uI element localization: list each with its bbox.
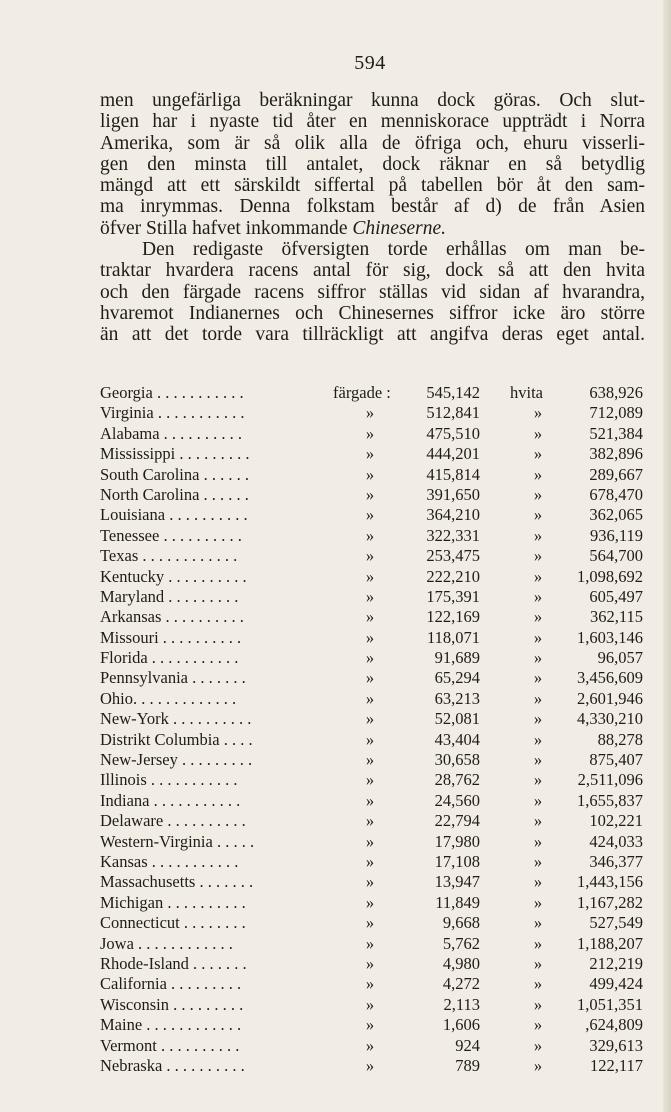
white-population: 1,443,156 [577,872,643,892]
state-name: Arkansas . . . . . . . . . . [100,607,244,627]
colored-population: 5,762 [442,933,480,953]
prose-line: traktar hvardera racens antal för sig, dock så att den hvita [100,260,645,282]
table-row [100,383,645,403]
white-population: 605,497 [589,586,643,606]
state-name: Illinois . . . . . . . . . . . [100,770,238,790]
table-row [100,648,645,668]
ditto-mark: » [365,750,375,770]
prose-line [100,218,645,239]
colored-label: färgade : [333,383,391,402]
prose-line: hvaremot Indianernes och Chinesernes siffror icke äro större [100,302,645,324]
table-row [100,628,645,648]
ditto-mark: » [533,811,543,831]
page-edge [663,0,671,1112]
table-row [100,567,645,587]
colored-population: 512,841 [426,403,480,423]
prose-line: mängd att ett särskildt siffertal på tabellen bör åt den sam- [100,175,645,197]
state-name: Connecticut . . . . . . . . [100,913,246,933]
colored-population: 22,794 [434,811,480,831]
white-population: 289,667 [589,464,643,484]
table-row [100,832,645,852]
state-name: Rhode-Island . . . . . . . [100,953,247,973]
colored-population: 63,213 [434,688,480,708]
prose-line: Amerika, som är så olik alla de öfriga och, ehuru visserli- [100,132,645,154]
ditto-mark: » [365,1055,375,1075]
colored-population: 545,142 [426,383,480,402]
white-population: 1,167,282 [577,892,643,912]
ditto-mark: » [365,851,375,871]
ditto-mark: » [533,586,543,606]
state-name: Maine . . . . . . . . . . . . [100,1015,242,1035]
white-population: ,624,809 [585,1015,643,1035]
table-row [100,546,645,566]
colored-population: 9,668 [442,913,480,933]
state-name: Western-Virginia . . . . . [100,831,255,851]
ditto-mark: » [365,1035,375,1055]
ditto-mark: » [533,872,543,892]
white-population: 1,098,692 [577,566,643,586]
white-population: 3,456,609 [577,668,643,688]
state-name: Wisconsin . . . . . . . . . [100,994,244,1014]
ditto-mark: » [533,892,543,912]
colored-population: 17,108 [434,851,480,871]
colored-population: 444,201 [426,444,480,464]
table-row [100,913,645,933]
white-population: 638,926 [589,383,643,402]
ditto-mark: » [365,933,375,953]
ditto-mark: » [365,525,375,545]
white-population: 424,033 [589,831,643,851]
colored-population: 789 [455,1055,480,1075]
state-name: Nebraska . . . . . . . . . . [100,1055,245,1075]
white-population: 1,188,207 [577,933,643,953]
ditto-mark: » [365,505,375,525]
ditto-mark: » [365,913,375,933]
ditto-mark: » [365,709,375,729]
table-row [100,974,645,994]
state-name: Kansas . . . . . . . . . . . [100,851,239,871]
table-row [100,587,645,607]
ditto-mark: » [533,607,543,627]
table-row [100,444,645,464]
colored-population: 175,391 [426,586,480,606]
prose-line: än att det torde vara tillräckligt att angifva deras eget antal. [100,324,645,346]
ditto-mark: » [533,505,543,525]
ditto-mark: » [533,790,543,810]
white-population: 875,407 [589,750,643,770]
table-row [100,893,645,913]
table-row [100,1036,645,1056]
state-name: Maryland . . . . . . . . . [100,586,239,606]
ditto-mark: » [533,444,543,464]
state-name: Kentucky . . . . . . . . . . [100,566,247,586]
white-population: 382,896 [589,444,643,464]
ditto-mark: » [365,546,375,566]
ditto-mark: » [365,627,375,647]
ditto-mark: » [533,994,543,1014]
ditto-mark: » [365,423,375,443]
italic-term: Chineserne. [352,217,447,239]
body-text [100,90,645,346]
colored-population: 17,980 [434,831,480,851]
ditto-mark: » [533,729,543,749]
white-population: 521,384 [589,423,643,443]
state-name: Ohio. . . . . . . . . . . . . [100,688,237,708]
ditto-mark: » [533,933,543,953]
ditto-mark: » [533,953,543,973]
prose-line-text: öfver Stilla hafvet inkommande [100,217,353,239]
colored-population: 118,071 [426,627,480,647]
state-name: Texas . . . . . . . . . . . . [100,546,238,566]
ditto-mark: » [365,994,375,1014]
ditto-mark: » [533,423,543,443]
colored-population: 28,762 [434,770,480,790]
colored-population: 475,510 [426,423,480,443]
colored-population: 364,210 [426,505,480,525]
state-name: Indiana . . . . . . . . . . . [100,790,241,810]
colored-population: 11,849 [435,892,480,912]
state-name: Delaware . . . . . . . . . . [100,811,246,831]
table-row [100,403,645,423]
white-population: 102,221 [589,811,643,831]
white-population: 88,278 [597,729,643,749]
colored-population: 2,113 [443,994,480,1014]
ditto-mark: » [533,913,543,933]
ditto-mark: » [533,1015,543,1035]
white-population: 362,115 [589,607,643,627]
white-population: 329,613 [589,1035,643,1055]
table-row [100,811,645,831]
ditto-mark: » [365,872,375,892]
white-population: 1,655,837 [577,790,643,810]
state-name: Vermont . . . . . . . . . . [100,1035,240,1055]
ditto-mark: » [365,688,375,708]
state-name: Georgia . . . . . . . . . . . [100,383,244,402]
state-name: South Carolina . . . . . . [100,464,249,484]
ditto-mark: » [365,484,375,504]
ditto-mark: » [365,444,375,464]
state-name: Massachusetts . . . . . . . [100,872,254,892]
ditto-mark: » [533,403,543,423]
ditto-mark: » [365,403,375,423]
colored-population: 222,210 [426,566,480,586]
colored-population: 30,658 [434,750,480,770]
ditto-mark: » [533,484,543,504]
state-name: New-York . . . . . . . . . . [100,709,252,729]
colored-population: 415,814 [426,464,480,484]
table-row [100,852,645,872]
ditto-mark: » [365,770,375,790]
ditto-mark: » [365,648,375,668]
page-number: 594 [354,52,386,74]
ditto-mark: » [533,464,543,484]
white-label: hvita [510,383,543,402]
colored-population: 322,331 [426,525,480,545]
white-population: 1,603,146 [577,627,643,647]
state-name: Louisiana . . . . . . . . . . [100,505,248,525]
colored-population: 1,606 [442,1015,480,1035]
state-name: Florida . . . . . . . . . . . [100,648,239,668]
table-row [100,526,645,546]
table-row [100,689,645,709]
table-row [100,954,645,974]
table-row [100,791,645,811]
ditto-mark: » [365,668,375,688]
table-row [100,1015,645,1035]
state-name: Michigan . . . . . . . . . . [100,892,246,912]
white-population: 527,549 [589,913,643,933]
white-population: 1,051,351 [577,994,643,1014]
ditto-mark: » [533,668,543,688]
state-name: New-Jersey . . . . . . . . . [100,750,253,770]
white-population: 712,089 [589,403,643,423]
prose-line: Den redigaste öfversigten torde erhållas om man be- [142,239,645,261]
ditto-mark: » [365,974,375,994]
ditto-mark: » [533,974,543,994]
white-population: 564,700 [589,546,643,566]
prose-line: och den färgade racens siffror ställas vid sidan af hvarandra, [100,281,645,303]
table-row [100,709,645,729]
white-population: 362,065 [589,505,643,525]
ditto-mark: » [365,729,375,749]
prose-line: men ungefärliga beräkningar kunna dock göras. Och slut- [100,90,645,111]
ditto-mark: » [533,1055,543,1075]
table-row [100,424,645,444]
prose-line: ligen har i nyaste tid åter en menniskorace uppträdt i Norra [100,111,645,133]
white-population: 96,057 [597,648,643,668]
ditto-mark: » [533,750,543,770]
ditto-mark: » [533,688,543,708]
state-name: Alabama . . . . . . . . . . [100,423,243,443]
table-row [100,995,645,1015]
colored-population: 13,947 [434,872,480,892]
ditto-mark: » [533,627,543,647]
table-row [100,770,645,790]
colored-population: 65,294 [434,668,480,688]
ditto-mark: » [533,525,543,545]
white-population: 936,119 [589,525,643,545]
white-population: 499,424 [589,974,643,994]
state-name: California . . . . . . . . . [100,974,242,994]
colored-population: 4,980 [442,953,480,973]
ditto-mark: » [365,586,375,606]
table-row [100,872,645,892]
prose-line: gen den minsta till antalet, dock räknar en så betydlig [100,153,645,175]
state-name: Jowa . . . . . . . . . . . . [100,933,233,953]
ditto-mark: » [365,811,375,831]
colored-population: 391,650 [426,484,480,504]
table-row [100,730,645,750]
ditto-mark: » [365,1015,375,1035]
white-population: 212,219 [589,953,643,973]
white-population: 122,117 [589,1055,643,1075]
state-name: Tenessee . . . . . . . . . . [100,525,242,545]
ditto-mark: » [365,566,375,586]
table-row [100,1056,645,1076]
table-row [100,607,645,627]
state-name: Missouri . . . . . . . . . . [100,627,242,647]
table-row [100,750,645,770]
ditto-mark: » [365,953,375,973]
table-row [100,485,645,505]
ditto-mark: » [533,648,543,668]
ditto-mark: » [365,892,375,912]
ditto-mark: » [365,790,375,810]
table-row [100,668,645,688]
table-row [100,934,645,954]
white-population: 346,377 [589,851,643,871]
ditto-mark: » [533,770,543,790]
state-name: Distrikt Columbia . . . . [100,729,253,749]
state-name: Pennsylvania . . . . . . . [100,668,246,688]
ditto-mark: » [533,566,543,586]
ditto-mark: » [365,607,375,627]
state-name: Mississippi . . . . . . . . . [100,444,250,464]
ditto-mark: » [533,1035,543,1055]
ditto-mark: » [365,464,375,484]
state-name: North Carolina . . . . . . [100,484,249,504]
white-population: 2,511,096 [577,770,643,790]
colored-population: 924 [455,1035,480,1055]
white-population: 678,470 [589,484,643,504]
ditto-mark: » [365,831,375,851]
colored-population: 253,475 [426,546,480,566]
white-population: 2,601,946 [577,688,643,708]
colored-population: 122,169 [426,607,480,627]
state-name: Virginia . . . . . . . . . . . [100,403,245,423]
colored-population: 4,272 [442,974,480,994]
ditto-mark: » [533,709,543,729]
ditto-mark: » [533,546,543,566]
colored-population: 24,560 [434,790,480,810]
colored-population: 91,689 [434,648,480,668]
colored-population: 52,081 [434,709,480,729]
ditto-mark: » [533,831,543,851]
population-table [100,383,645,1076]
ditto-mark: » [533,851,543,871]
colored-population: 43,404 [434,729,480,749]
table-row [100,505,645,525]
table-row [100,465,645,485]
white-population: 4,330,210 [577,709,643,729]
prose-line: ma inrymmas. Denna folkstam består af d) de från Asien [100,196,645,218]
